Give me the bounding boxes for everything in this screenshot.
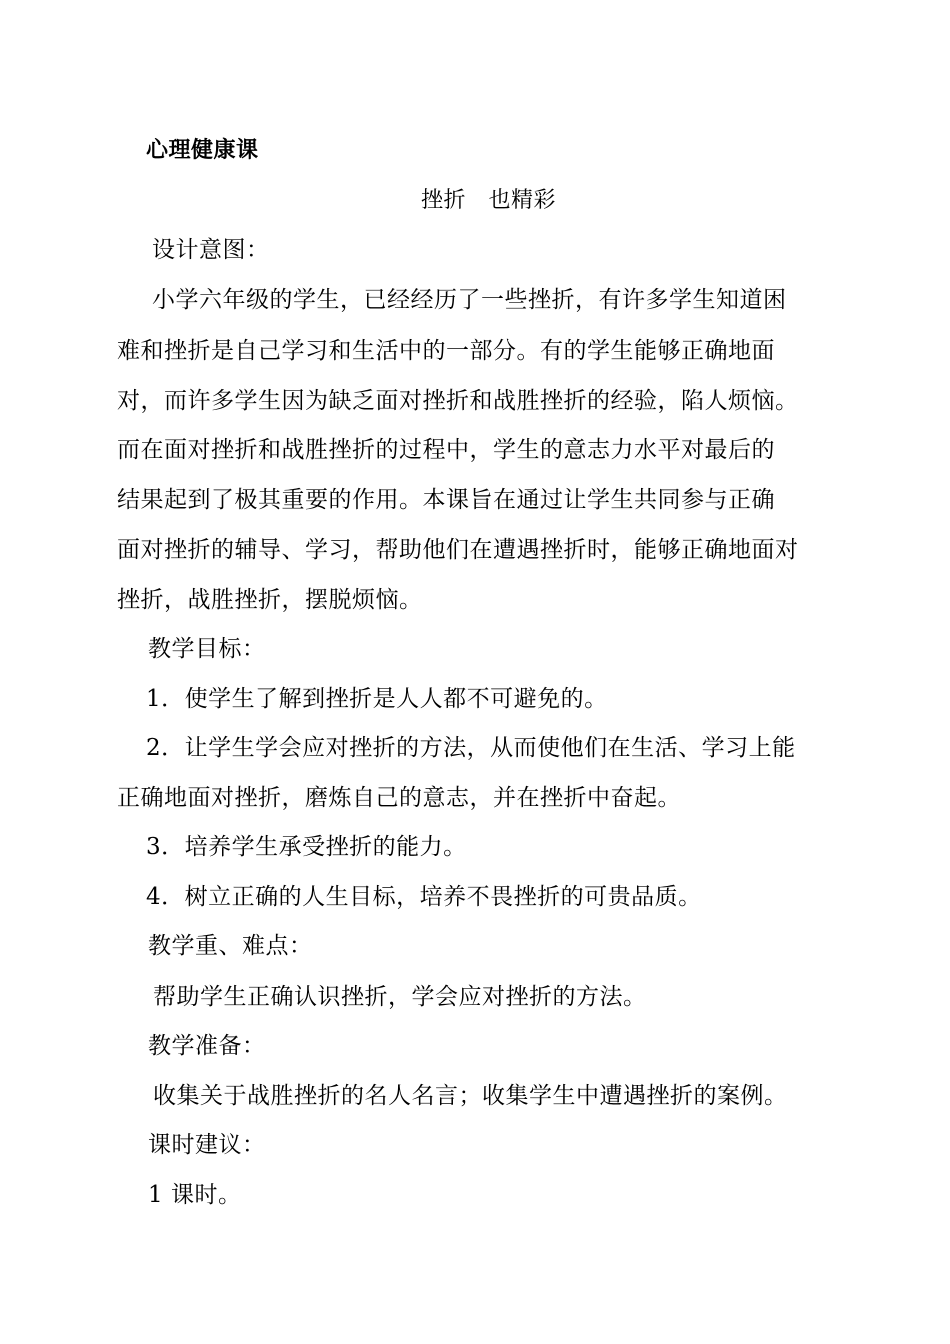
preparation-text: 收集关于战胜挫折的名人名言；收集学生中遭遇挫折的案例。 — [153, 1083, 788, 1109]
goal-item-2-line: 正确地面对挫折，磨炼自己的意志，并在挫折中奋起。 — [117, 785, 681, 811]
intent-line: 挫折，战胜挫折，摆脱烦恼。 — [117, 587, 423, 613]
intent-label: 设计意图： — [152, 237, 270, 263]
goal-item-3: 3．培养学生承受挫折的能力。 — [146, 834, 467, 860]
goal-item-1: 1．使学生了解到挫折是人人都不可避免的。 — [146, 686, 608, 712]
intent-line: 对，而许多学生因为缺乏面对挫折和战胜挫折的经验，陷人烦恼。 — [117, 388, 799, 414]
document-heading: 心理健康课 — [146, 138, 259, 163]
intent-line: 难和挫折是自己学习和生活中的一部分。有的学生能够正确地面 — [117, 338, 775, 364]
intent-line: 而在面对挫折和战胜挫折的过程中，学生的意志力水平对最后的 — [117, 437, 775, 463]
key-points-label: 教学重、难点： — [148, 933, 313, 959]
intent-line: 小学六年级的学生，已经经历了一些挫折，有许多学生知道困 — [152, 287, 787, 313]
hours-label: 课时建议： — [148, 1132, 266, 1158]
preparation-label: 教学准备： — [148, 1033, 266, 1059]
intent-line: 面对挫折的辅导、学习，帮助他们在遭遇挫折时，能够正确地面对 — [117, 537, 799, 563]
goal-item-2-line: 2．让学生学会应对挫折的方法，从而使他们在生活、学习上能 — [146, 735, 796, 761]
goal-item-4: 4．树立正确的人生目标，培养不畏挫折的可贵品质。 — [146, 884, 702, 910]
hours-text: 1 课时。 — [148, 1182, 242, 1208]
key-points-text: 帮助学生正确认识挫折，学会应对挫折的方法。 — [153, 984, 647, 1010]
intent-line: 结果起到了极其重要的作用。本课旨在通过让学生共同参与正确 — [117, 487, 775, 513]
lesson-title: 挫折 也精彩 — [421, 188, 557, 213]
goals-label: 教学目标： — [148, 636, 266, 662]
